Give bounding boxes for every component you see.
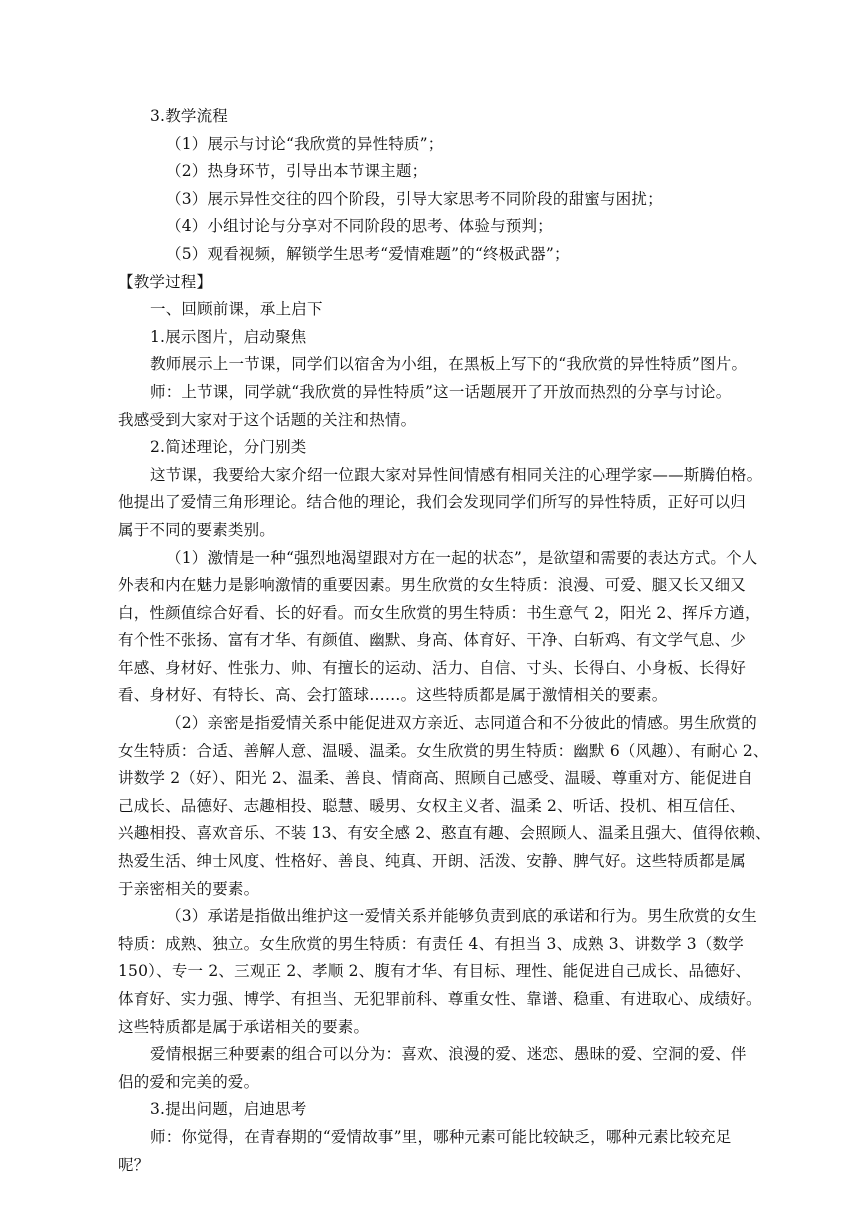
passion-line: 年感、身材好、性张力、帅、有擅长的运动、活力、自信、寸头、长得白、小身板、长得好 (118, 658, 747, 677)
flow-item: （3）展示异性交往的四个阶段，引导大家思考不同阶段的甜蜜与困扰； (166, 189, 663, 208)
paragraph-line: 这节课，我要给大家介绍一位跟大家对异性间情感有相同关注的心理学家——斯腾伯格。 (150, 465, 763, 484)
subsection-heading: 3.提出问题，启迪思考 (150, 1100, 307, 1119)
flow-item: （2）热身环节，引导出本节课主题； (166, 162, 428, 181)
passion-line: 有个性不张扬、富有才华、有颜值、幽默、身高、体育好、干净、白斩鸡、有文学气息、少 (118, 631, 747, 650)
passion-line: 白，性颜值综合好看、长的好看。而女生欣赏的男生特质：书生意气 2，阳光 2、挥斥方遒， (118, 603, 761, 622)
teaching-flow-heading: 3.教学流程 (150, 107, 228, 125)
commitment-line: 这些特质都是属于承诺相关的要素。 (118, 1017, 370, 1036)
passion-line: 外表和内在魅力是影响激情的重要因素。男生欣赏的女生特质：浪漫、可爱、腿又长又细又 (118, 576, 747, 595)
intimacy-line: 女生特质：合适、善解人意、温暖、温柔。女生欣赏的男生特质：幽默 6（风趣）、有耐心 2、 (118, 741, 769, 760)
intimacy-line: 于亲密相关的要素。 (118, 879, 260, 898)
paragraph-line: 教师展示上一节课，同学们以宿舍为小组，在黑板上写下的“我欣赏的异性特质”图片。 (150, 355, 748, 374)
paragraph-line: 他提出了爱情三角形理论。结合他的理论，我们会发现同学们所写的异性特质，正好可以归 (118, 493, 747, 512)
commitment-line: 150）、专一 2、三观正 2、孝顺 2、腹有才华、有目标、理性、能促进自己成长、品德好、 (118, 962, 752, 981)
section-heading: 一、回顾前课，承上启下 (150, 300, 323, 319)
commitment-line: 体育好、实力强、博学、有担当、无犯罪前科、尊重女性、靠谱、稳重、有进取心、成绩好。 (118, 990, 762, 1008)
paragraph-line: 我感受到大家对于这个话题的关注和热情。 (118, 410, 417, 429)
intimacy-line: 己成长、品德好、志趣相投、聪慧、暖男、女权主义者、温柔 2、听话、投机、相互信任、 (118, 796, 746, 815)
teaching-process-heading: 【教学过程】 (118, 272, 213, 291)
paragraph-line: 爱情根据三种要素的组合可以分为：喜欢、浪漫的爱、迷恋、愚昧的爱、空洞的爱、伴 (150, 1045, 747, 1064)
document-body (118, 103, 771, 1179)
paragraph-line: 师：上节课，同学就“我欣赏的异性特质”这一话题展开了开放而热烈的分享与讨论。 (150, 382, 732, 401)
passion-line: （1）激情是一种“强烈地渴望跟对方在一起的状态”，是欲望和需要的表达方式。个人 (166, 548, 758, 567)
paragraph-line: 呢？ (118, 1155, 150, 1174)
commitment-line: （3）承诺是指做出维护这一爱情关系并能够负责到底的承诺和行为。男生欣赏的女生 (166, 907, 757, 926)
subsection-heading: 2.简述理论，分门别类 (150, 438, 307, 457)
paragraph-line: 师：你觉得，在青春期的“爱情故事”里，哪种元素可能比较缺乏，哪种元素比较充足 (150, 1127, 732, 1146)
commitment-line: 特质：成熟、独立。女生欣赏的男生特质：有责任 4、有担当 3、成熟 3、讲数学 3（数学 (118, 934, 744, 953)
intimacy-line: 讲数学 2（好）、阳光 2、温柔、善良、情商高、照顾自己感受、温暖、尊重对方、能促进自 (118, 769, 753, 788)
passion-line: 看、身材好、有特长、高、会打篮球……。这些特质都是属于激情相关的要素。 (118, 686, 668, 705)
intimacy-line: 兴趣相投、喜欢音乐、不装 13、有安全感 2、憨直有趣、会照顾人、温柔且强大、值得依赖、 (118, 824, 771, 843)
paragraph-line: 属于不同的要素类别。 (118, 520, 276, 539)
paragraph-line: 侣的爱和完美的爱。 (118, 1072, 260, 1091)
flow-item: （1）展示与讨论“我欣赏的异性特质”； (166, 134, 444, 153)
flow-item: （5）观看视频，解锁学生思考“爱情难题”的“终极武器”； (166, 244, 570, 263)
intimacy-line: 热爱生活、绅士风度、性格好、善良、纯真、开朗、活泼、安静、脾气好。这些特质都是属 (118, 852, 747, 871)
intimacy-line: （2）亲密是指爱情关系中能促进双方亲近、志同道合和不分彼此的情感。男生欣赏的 (166, 714, 757, 733)
flow-item: （4）小组讨论与分享对不同阶段的思考、体验与预判； (166, 217, 553, 236)
subsection-heading: 1.展示图片，启动聚焦 (150, 327, 307, 346)
